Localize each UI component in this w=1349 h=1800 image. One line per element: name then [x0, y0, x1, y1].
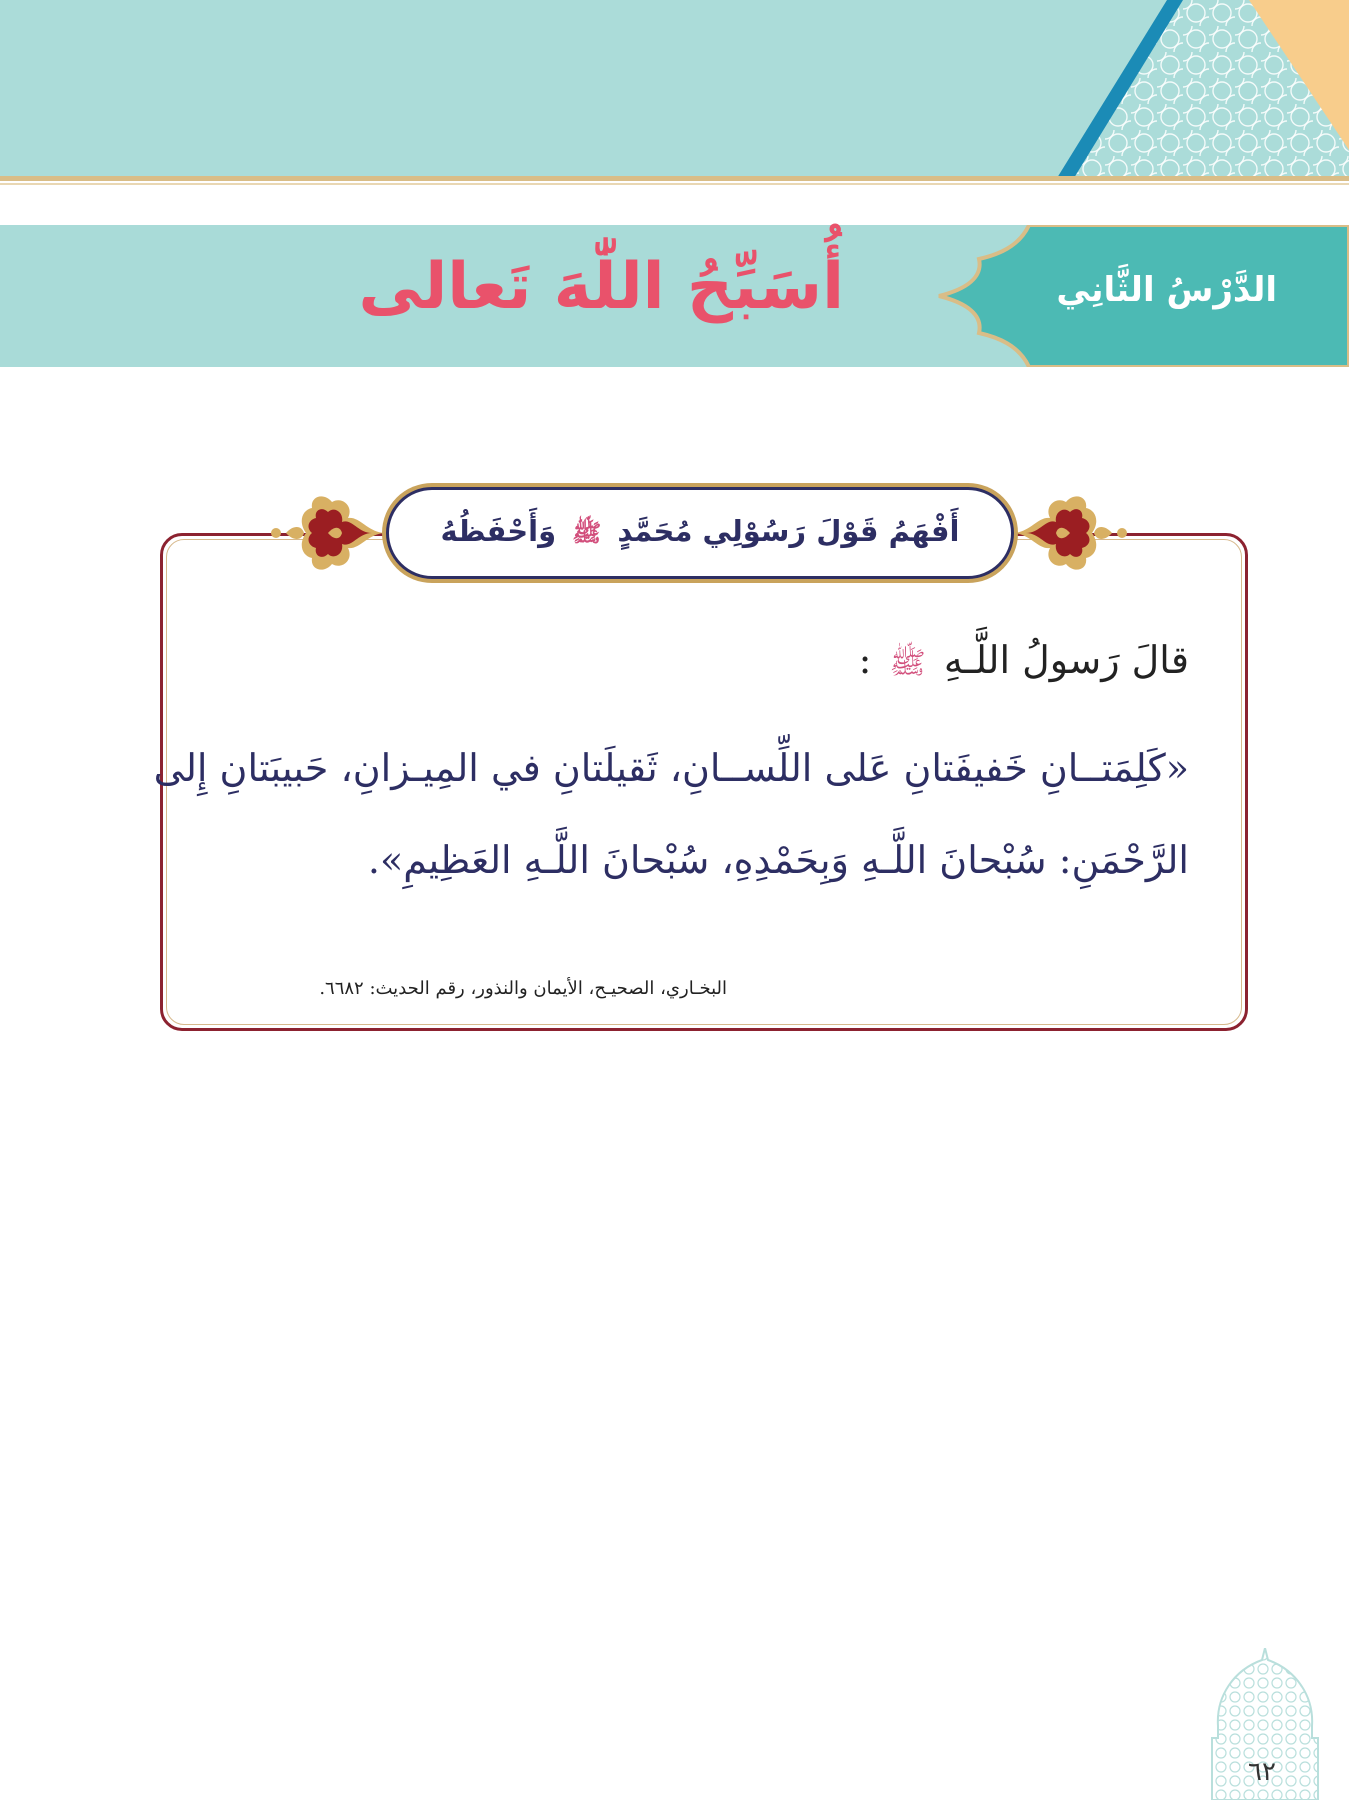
hadith-intro [859, 638, 1189, 688]
right-ornament-icon [1010, 488, 1130, 578]
pbuh-glyph: ﷺ [572, 518, 602, 547]
hadith-text-line-1: «كَلِمَتــانِ خَفيفَتانِ عَلى اللِّســانِ، ثَقيلَتانِ في المِيـزانِ، حَبيبَتانِ إِلى [153, 746, 1189, 790]
lesson-title: أُسَبِّحُ اللّٰهَ تَعالى [358, 250, 844, 324]
left-ornament-icon [268, 488, 388, 578]
hadith-intro-colon: : [858, 638, 872, 682]
hadith-intro-text: قالَ رَسولُ اللَّـهِ [943, 638, 1189, 682]
corner-pattern-decoration [949, 0, 1349, 178]
hadith-intro-pbuh: ﷺ [889, 646, 926, 681]
section-heading-part2: وَأَحْفَظُهُ [440, 513, 557, 548]
section-heading-banner-inner [386, 487, 1014, 579]
page-number: ٦٢ [1248, 1757, 1276, 1787]
hadith-text-line-2: الرَّحْمَنِ: سُبْحانَ اللَّـهِ وَبِحَمْدِهِ، سُبْحانَ اللَّـهِ العَظِيمِ». [367, 838, 1189, 882]
section-heading-banner [382, 483, 1018, 583]
hadith-source-citation: البخـاري، الصحيـح، الأيمان والنذور، رقم الحديث: ٦٦٨٢. [319, 978, 727, 999]
header-gold-rule [0, 176, 1349, 181]
header-gold-rule-thin [0, 183, 1349, 185]
section-heading-text [441, 514, 960, 553]
lesson-number-label: الدَّرْسُ الثَّانِي [1056, 270, 1277, 310]
section-heading-part1: أَفْهَمُ قَوْلَ رَسُوْلِي مُحَمَّدٍ [617, 513, 960, 548]
